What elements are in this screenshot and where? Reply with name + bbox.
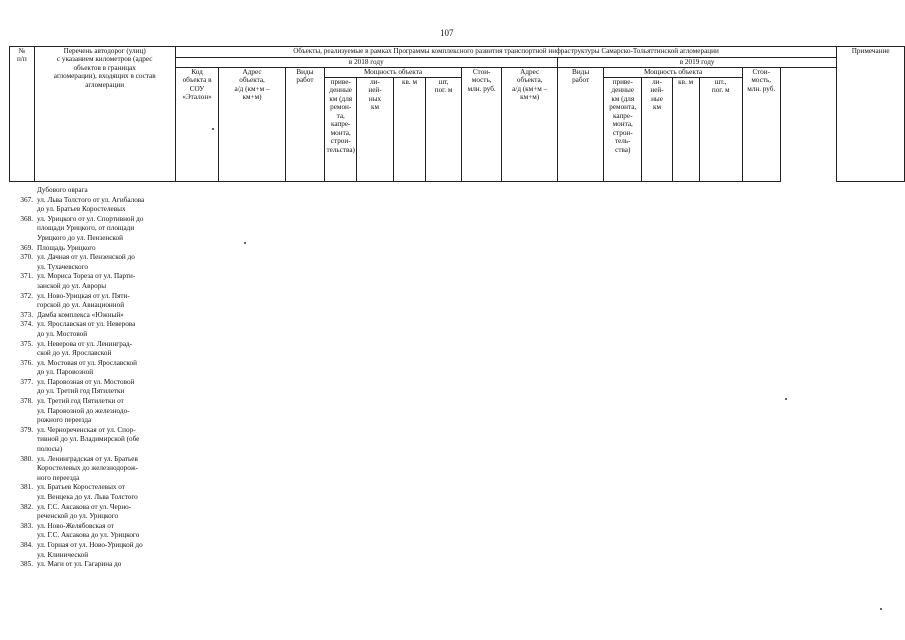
list-item: [9, 522, 179, 541]
scan-speck: [212, 128, 214, 130]
scan-speck: [880, 608, 882, 610]
list-item: [9, 196, 179, 215]
header-year-2019: в 2019 году: [557, 58, 836, 68]
header-linear-km-2018: ли- ней- ных км: [357, 78, 394, 182]
row-text: ул. Ново-Желябовская от ул. Г.С. Аксакова до ул. Урицкого: [37, 521, 140, 540]
row-text: ул. Мориса Тореза от ул. Парти- занской до ул. Авроры: [37, 272, 136, 290]
road-list: [9, 186, 179, 570]
header-pcs-2018: шт, пог. м: [426, 78, 462, 182]
row-number: 372.: [20, 291, 33, 300]
row-text: ул. Третий год Пятилетки от ул. Паровозной до железнодо- рожного переезда: [37, 397, 130, 425]
list-item: [9, 340, 179, 359]
list-item: [9, 503, 179, 522]
header-cost-2019: Стои- мость, млн. руб.: [742, 68, 780, 182]
row-number: 384.: [20, 540, 33, 549]
list-item: [9, 244, 179, 254]
header-linear-km-2019: ли- ней- ные км: [642, 78, 673, 182]
header-num-col: № п/п: [10, 47, 35, 182]
header-address-2018: Адрес объекта, а/д (км+м – км+м): [219, 68, 285, 182]
row-text: ул. Льва Толстого от ул. Агибалова до ул. Братьев Коростелевых: [37, 195, 145, 214]
row-text: ул. Братьев Коростелевых от ул. Венцека до ул. Льва Толстого: [37, 483, 138, 501]
page-number: 107: [440, 28, 454, 38]
header-code: Код объекта в СОУ «Эталон»: [175, 68, 219, 182]
row-text: ул. Дачная от ул. Пензенской до ул. Тухачевского: [37, 253, 135, 271]
row-text: ул. Паровозная от ул. Мостовой до ул. Третий год Пятилетки: [37, 377, 135, 396]
list-item: [9, 455, 179, 484]
row-number: 368.: [20, 214, 33, 223]
row-text: ул. Г.С. Аксакова от ул. Черно- реченской до ул. Урицкого: [37, 502, 132, 521]
list-item: [9, 253, 179, 272]
list-item: [9, 311, 179, 321]
header-address-2019: Адрес объекта, а/д (км+м – км+м): [502, 68, 557, 182]
list-item: [9, 186, 179, 196]
row-text: ул. Ленинградская от ул. Братьев Коростелевых до железнодорож- ного переезда: [37, 454, 138, 482]
list-item: [9, 541, 179, 560]
row-number: 380.: [20, 454, 33, 463]
row-text: ул. Неверова от ул. Ленинград- ской до ул. Ярославской: [37, 339, 133, 358]
list-item: [9, 292, 179, 311]
header-pcs-2019: шт., пог. м: [699, 78, 742, 182]
header-note: Примечание: [837, 47, 905, 182]
row-number: 378.: [20, 397, 33, 406]
header-capacity-2019: Мощность объекта: [604, 68, 743, 78]
row-text: Площадь Урицкого: [37, 243, 96, 252]
row-text: ул. Ярославская от ул. Неверова до ул. Мостовой: [37, 320, 136, 338]
row-number: 375.: [20, 339, 33, 348]
row-number: 374.: [20, 320, 33, 329]
row-number: 381.: [20, 483, 33, 492]
header-reduced-km-2019: приве- денные км (для ремонта, капре- монта, строн- тель- ства): [604, 78, 642, 182]
row-number: 376.: [20, 358, 33, 367]
list-item: [9, 397, 179, 426]
header-sq-m-2019: кв. м: [672, 78, 699, 182]
row-number: 383.: [20, 521, 33, 530]
row-text: ул. Чернореченская от ул. Спор- тивной до ул. Владимирской (обе полосы): [37, 425, 140, 454]
header-cost-2018: Стои- мость, млн. руб.: [461, 68, 502, 182]
header-works-2019: Виды работ: [557, 68, 603, 182]
header-road-list: Перечень автодорог (улиц) с указанием километров (адрес объектов в границах агломерации), входящих в состав агломерации: [34, 47, 175, 182]
list-item: [9, 426, 179, 455]
row-number: 367.: [20, 195, 33, 204]
header-table: [9, 46, 905, 182]
header-year-2018: в 2018 году: [175, 58, 557, 68]
list-item: [9, 320, 179, 339]
row-number: 371.: [20, 272, 33, 281]
row-text: Дамба комплекса «Южный»: [37, 310, 124, 319]
list-item: [9, 378, 179, 397]
row-number: 377.: [20, 377, 33, 386]
row-text: ул. Мостовая от ул. Ярославской до ул. Паровозной: [37, 358, 137, 377]
row-text: Дубового оврага: [37, 186, 88, 194]
list-item: [9, 560, 179, 570]
row-number: 373.: [20, 310, 33, 319]
header-sq-m-2018: кв. м: [393, 78, 426, 182]
row-number: 370.: [20, 253, 33, 262]
list-item: [9, 359, 179, 378]
row-number: 379.: [20, 425, 33, 434]
list-item: [9, 215, 179, 244]
header-objects-title: Объекты, реализуемые в рамках Программы комплексного развития транспортной инфраструктуры Самарско-Тольяттинской агломерации: [175, 47, 837, 58]
list-item: [9, 272, 179, 291]
row-text: ул. Маги от ул. Гагарина до: [37, 560, 122, 569]
row-number: 385.: [20, 560, 33, 569]
row-text: ул. Горная от ул. Ново-Урицкой до ул. Клинической: [37, 540, 143, 559]
header-reduced-km-2018: приве- денные км (для ремон- та, капре- монта, строи- тельства): [325, 78, 357, 182]
scan-speck: [244, 242, 246, 244]
row-number: 382.: [20, 502, 33, 511]
header-works-2018: Виды работ: [285, 68, 325, 182]
list-item: [9, 483, 179, 502]
row-number: 369.: [20, 243, 33, 252]
row-text: ул. Ново-Урицкая от ул. Пяти- горской до ул. Авиационной: [37, 291, 130, 310]
row-text: ул. Урицкого от ул. Спортивной до площади Урицкого, от площади Урицкого до ул. Пензенской: [37, 214, 144, 242]
header-capacity-2018: Мощность объекта: [325, 68, 462, 78]
scan-speck: [785, 398, 787, 400]
